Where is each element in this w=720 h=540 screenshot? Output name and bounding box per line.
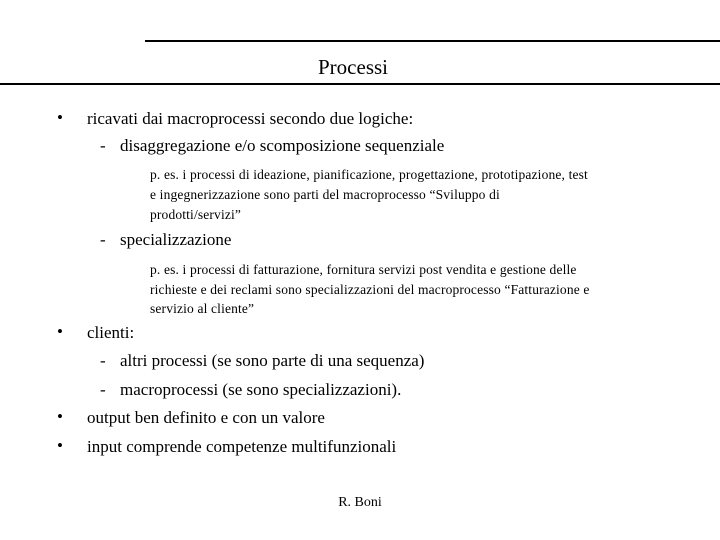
bullet-4-text: input comprende competenze multifunzionali bbox=[87, 437, 397, 456]
slide-footer-author: R. Boni bbox=[338, 495, 382, 510]
bullet-2-sub-1-dash: - bbox=[100, 351, 106, 370]
title-area bbox=[0, 54, 720, 80]
bullet-1-marker: • bbox=[57, 108, 63, 127]
bullet-1-sub-1-note-line-2: e ingegnerizzazione sono parti del macroprocesso “Sviluppo di bbox=[150, 187, 500, 202]
title-top-rule bbox=[145, 40, 720, 42]
bullet-1-sub-1-text: disaggregazione e/o scomposizione sequenziale bbox=[120, 136, 445, 155]
bullet-1-sub-2-dash: - bbox=[100, 230, 106, 249]
bullet-1-text: ricavati dai macroprocessi secondo due logiche: bbox=[87, 109, 414, 128]
bullet-2-text: clienti: bbox=[87, 323, 135, 342]
bullet-3-text: output ben definito e con un valore bbox=[87, 408, 325, 427]
bullet-4-marker: • bbox=[57, 436, 63, 455]
bullet-1-sub-2-text: specializzazione bbox=[120, 230, 232, 249]
slide-title: Processi bbox=[318, 55, 388, 79]
title-bottom-rule bbox=[0, 83, 720, 85]
bullet-2-sub-2-dash: - bbox=[100, 380, 106, 399]
bullet-2-marker: • bbox=[57, 322, 63, 341]
bullet-3-marker: • bbox=[57, 407, 63, 426]
bullet-1-sub-1-note-line-1: p. es. i processi di ideazione, pianificazione, progettazione, prototipazione, test bbox=[150, 167, 588, 182]
bullet-2-sub-2-text: macroprocessi (se sono specializzazioni). bbox=[120, 380, 402, 399]
bullet-2-sub-1-text: altri processi (se sono parte di una sequenza) bbox=[120, 351, 425, 370]
bullet-1-sub-2-note-line-2: richieste e dei reclami sono specializzazioni del macroprocesso “Fatturazione e bbox=[150, 282, 590, 297]
bullet-1-sub-1-note-line-3: prodotti/servizi” bbox=[150, 207, 242, 222]
bullet-1-sub-1-dash: - bbox=[100, 136, 106, 155]
bullet-1-sub-2-note-line-1: p. es. i processi di fatturazione, fornitura servizi post vendita e gestione delle bbox=[150, 262, 577, 277]
bullet-1-sub-2-note-line-3: servizio al cliente” bbox=[150, 301, 255, 316]
